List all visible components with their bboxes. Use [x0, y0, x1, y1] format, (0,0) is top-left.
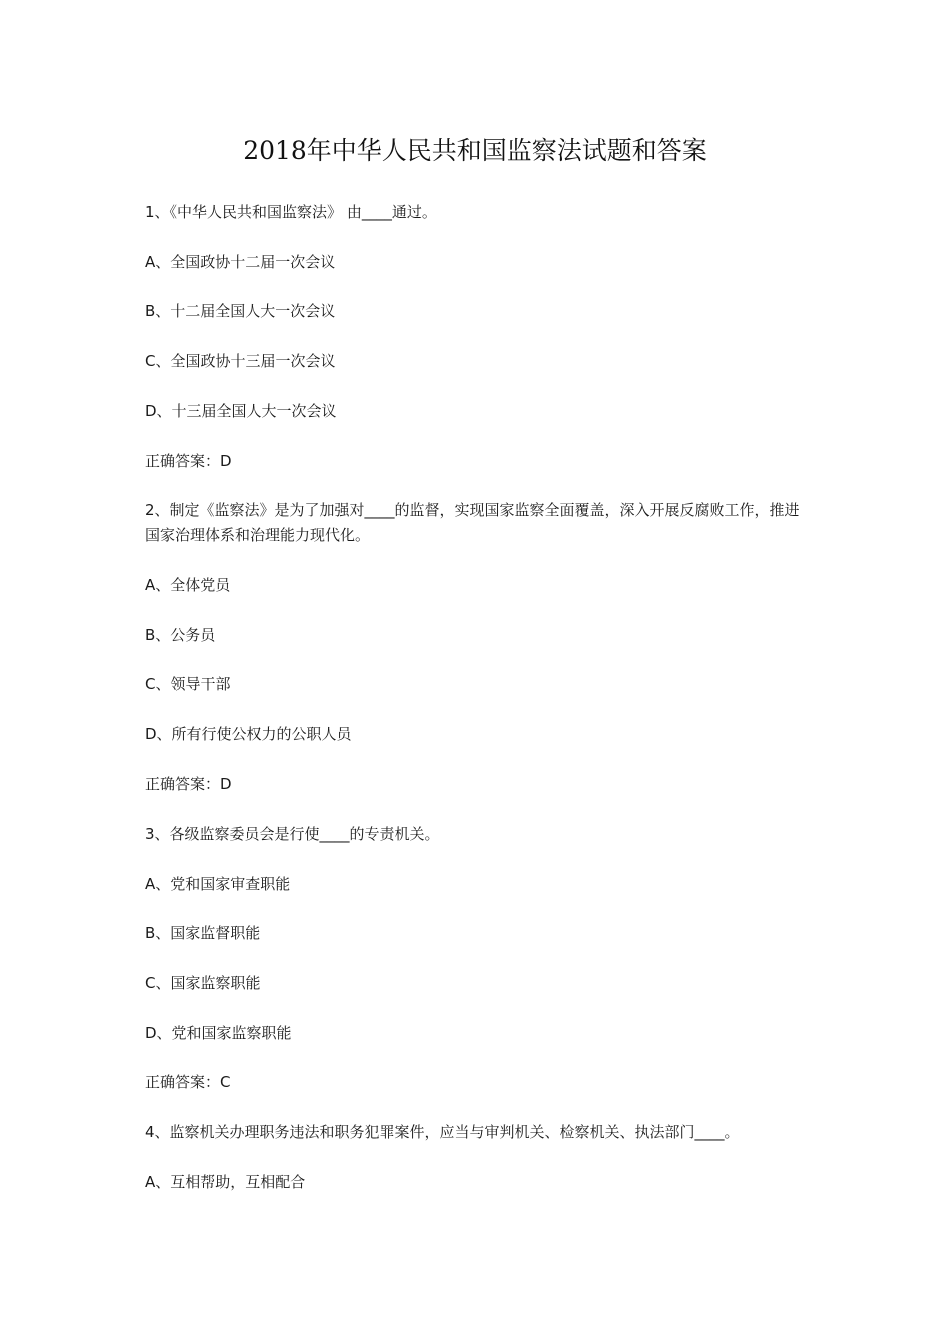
question-2-option-a: A、全体党员 [145, 576, 231, 594]
question-3-answer: 正确答案：C [145, 1073, 231, 1091]
question-1-answer: 正确答案：D [145, 452, 232, 470]
question-3-text: 3、各级监察委员会是行使____的专责机关。 [145, 825, 440, 843]
question-3-option-d: D、党和国家监察职能 [145, 1024, 292, 1042]
question-1-option-a: A、全国政协十二届一次会议 [145, 253, 336, 271]
question-1-text: 1、《中华人民共和国监察法》 由____通过。 [145, 203, 437, 221]
question-1-option-c: C、全国政协十三届一次会议 [145, 352, 336, 370]
question-2-option-d: D、所有行使公权力的公职人员 [145, 725, 352, 743]
question-1-option-b: B、十二届全国人大一次会议 [145, 302, 336, 320]
question-3-option-b: B、国家监督职能 [145, 924, 261, 942]
question-2-answer: 正确答案：D [145, 775, 232, 793]
document-title: 2018年中华人民共和国监察法试题和答案 [243, 136, 707, 165]
question-1-option-d: D、十三届全国人大一次会议 [145, 402, 337, 420]
question-2-text: 2、制定《监察法》是为了加强对____的监督，实现国家监察全面覆盖，深入开展反腐败工作，推进国家治理体系和治理能力现代化。 [145, 501, 800, 544]
question-2-option-b: B、公务员 [145, 626, 216, 644]
question-4-text: 4、监察机关办理职务违法和职务犯罪案件，应当与审判机关、检察机关、执法部门____。 [145, 1123, 740, 1141]
question-2-option-c: C、领导干部 [145, 675, 231, 693]
question-3-option-a: A、党和国家审查职能 [145, 875, 291, 893]
question-4-option-a: A、互相帮助，互相配合 [145, 1173, 306, 1191]
question-3-option-c: C、国家监察职能 [145, 974, 261, 992]
